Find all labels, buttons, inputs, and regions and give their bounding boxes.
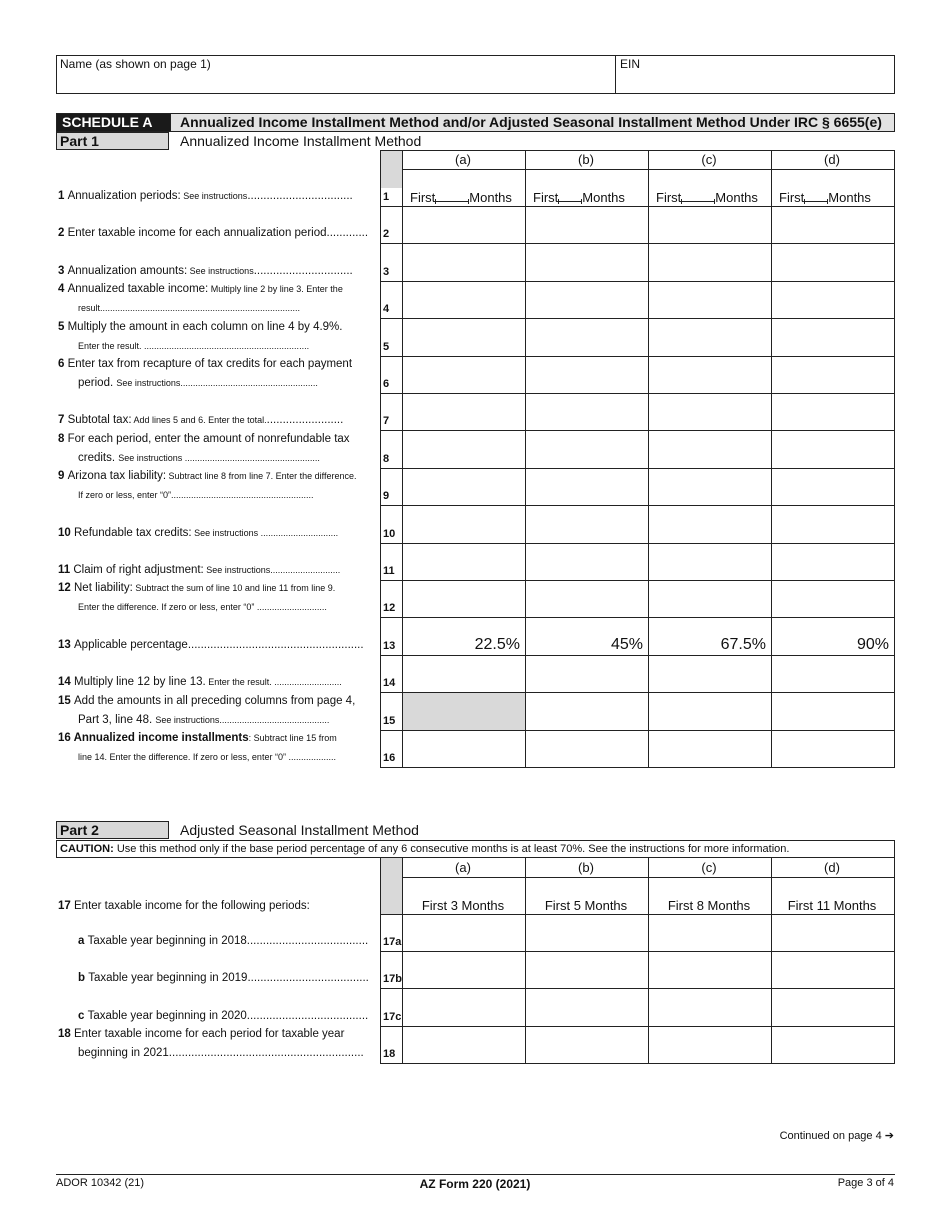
part2-tag: Part 2 xyxy=(56,821,169,839)
line-desc-text: Enter taxable income for each annualization period xyxy=(67,227,327,239)
line-desc-number: 16 xyxy=(58,732,74,744)
leader-dots: ................................. xyxy=(247,190,353,202)
line-desc-small: Enter the difference. If zero or less, enter “0” ............................ xyxy=(78,602,327,612)
line-desc-text: Refundable tax credits: xyxy=(74,527,192,539)
line-description xyxy=(58,224,370,243)
line-desc-small: See instructions ...................................................... xyxy=(118,453,320,463)
line-description xyxy=(58,467,370,486)
period-first-label: First xyxy=(533,190,559,205)
line-desc-text: Part 3, line 48. xyxy=(78,714,156,726)
line-description xyxy=(58,897,370,916)
line-desc-small: See instructions....................................................... xyxy=(116,378,318,388)
period-first-label: First xyxy=(779,190,805,205)
line-number: 9 xyxy=(383,490,390,502)
page-number: Page 3 of 4 xyxy=(837,1177,894,1189)
line-desc-small: Subtract line 8 from line 7. Enter the difference. xyxy=(166,471,357,481)
line-number: 7 xyxy=(383,415,390,427)
line-desc-number: 5 xyxy=(58,321,68,333)
name-label: Name (as shown on page 1) xyxy=(60,57,211,71)
line-desc-number: 15 xyxy=(58,695,74,707)
line-desc-small: Multiply line 2 by line 3. Enter the xyxy=(208,284,343,294)
applicable-percentage: 22.5% xyxy=(474,636,520,653)
line-description-cont xyxy=(78,748,370,767)
leader-dots: ....................................................... xyxy=(187,639,364,651)
line-description xyxy=(58,673,370,692)
line-description xyxy=(58,561,370,580)
part1-tag: Part 1 xyxy=(56,132,169,150)
line-description-cont xyxy=(78,598,370,617)
line-desc-small: If zero or less, enter “0”......................................................... xyxy=(78,490,314,500)
line-description-cont xyxy=(78,711,370,730)
column-heading: (c) xyxy=(701,860,717,875)
line-number: 10 xyxy=(383,528,396,540)
line-description-cont: beginning in 2021............................................................. xyxy=(78,1047,364,1059)
line-desc-text: Multiply line 12 by line 13. xyxy=(74,676,206,688)
grid-hline xyxy=(380,150,895,151)
grid-hline xyxy=(380,655,895,656)
line-number: 5 xyxy=(383,341,390,353)
line-desc-small: See instructions xyxy=(180,191,248,201)
line-number: 1 xyxy=(383,191,390,203)
leader-dots: ........................ xyxy=(266,414,344,426)
grid-hline xyxy=(380,914,895,915)
line-number: 11 xyxy=(383,565,395,577)
line-desc-small: line 14. Enter the difference. If zero or less, enter “0” ................... xyxy=(78,752,336,762)
line-desc-number: 2 xyxy=(58,227,68,239)
line-description xyxy=(58,729,370,748)
grid-hline xyxy=(380,468,895,469)
line-description xyxy=(78,969,370,988)
grid-hline xyxy=(380,543,895,544)
line-desc-text: Enter tax from recapture of tax credits for each payment xyxy=(67,358,353,370)
line-desc-text: Applicable percentage xyxy=(74,639,188,651)
grid-hline xyxy=(380,988,895,989)
line-desc-text: Add the amounts in all preceding columns from page 4, xyxy=(74,695,356,707)
period-label: First 11 Months xyxy=(787,898,877,913)
line-desc-text: Arizona tax liability: xyxy=(67,470,167,482)
line-number: 17b xyxy=(383,973,402,985)
grid-hline xyxy=(380,580,895,581)
line-letter: b xyxy=(78,972,89,984)
grid-hline xyxy=(380,730,895,731)
line-desc-text: For each period, enter the amount of nonrefundable tax xyxy=(67,433,350,445)
grid-hline xyxy=(380,1026,895,1027)
line-desc-number: 8 xyxy=(58,433,68,445)
line-description xyxy=(58,280,370,299)
line-desc-number: 1 xyxy=(58,190,68,202)
part2-shade-strip xyxy=(380,858,402,914)
column-heading: (a) xyxy=(455,152,471,167)
period-months-field[interactable] xyxy=(410,190,532,205)
line-desc-number: 9 xyxy=(58,470,68,482)
grid-hline xyxy=(380,356,895,357)
form-id: ADOR 10342 (21) xyxy=(56,1177,145,1189)
line-desc-small: Add lines 5 and 6. Enter the total. xyxy=(131,415,267,425)
column-heading: (d) xyxy=(824,860,840,875)
grid-hline xyxy=(380,505,895,506)
period-label: First 3 Months xyxy=(421,898,505,913)
line-number: 6 xyxy=(383,378,390,390)
schedule-title: Annualized Income Installment Method and/or Adjusted Seasonal Installment Method Under IRC § 6655(e) xyxy=(170,114,894,131)
line-desc-small: See instructions............................ xyxy=(203,565,341,575)
line-number: 16 xyxy=(383,752,396,764)
ein-field[interactable] xyxy=(617,56,643,72)
period-first-label: First xyxy=(410,190,436,205)
period-months-label: Months xyxy=(582,190,625,205)
grid-hline xyxy=(402,877,895,878)
part1-title: Annualized Income Installment Method xyxy=(180,133,422,149)
line-desc-text: Annualized taxable income: xyxy=(67,283,209,295)
line-description xyxy=(58,187,370,206)
grid-vline xyxy=(894,858,895,1064)
line-desc-number: 10 xyxy=(58,527,74,539)
line-description xyxy=(78,932,370,951)
line-desc-number: 12 xyxy=(58,582,74,594)
line-number: 14 xyxy=(383,677,396,689)
line-number: 8 xyxy=(383,453,390,465)
line-desc-text: Annualization amounts: xyxy=(67,265,188,277)
period-months-field[interactable] xyxy=(779,190,901,205)
period-blank[interactable] xyxy=(435,192,469,202)
line-description xyxy=(58,1025,370,1044)
grid-hline xyxy=(380,951,895,952)
grid-hline xyxy=(380,767,895,768)
leader-dots: ............................... xyxy=(253,265,353,277)
line-description xyxy=(78,1007,370,1026)
caution-note xyxy=(56,840,895,858)
line-number: 15 xyxy=(383,715,396,727)
grid-vline xyxy=(525,858,526,1064)
column-heading: (b) xyxy=(578,152,594,167)
line-desc-number: 11 xyxy=(58,564,74,576)
continued-note: Continued on page 4 ➔ xyxy=(779,1130,894,1142)
column-heading: (b) xyxy=(578,860,594,875)
leader-dots: ............. xyxy=(326,227,369,239)
column-heading: (c) xyxy=(701,152,717,167)
line-letter: a xyxy=(78,935,88,947)
grid-vline xyxy=(771,858,772,1064)
period-months-label: Months xyxy=(828,190,871,205)
header-box xyxy=(56,55,895,94)
line-description-cont xyxy=(78,374,370,393)
period-months-field[interactable] xyxy=(656,190,778,205)
part1-shade-strip xyxy=(380,150,402,188)
line-description xyxy=(58,692,370,711)
line-desc-small: result................................................................................ xyxy=(78,303,301,313)
line-desc-number: 18 xyxy=(58,1028,74,1040)
grid-vline xyxy=(380,858,381,1064)
line-desc-small: See instructions xyxy=(187,266,254,276)
line-desc-text: Annualization periods: xyxy=(67,190,181,202)
line15-col-a-shaded xyxy=(402,692,525,729)
line-letter: c xyxy=(78,1010,88,1022)
schedule-header xyxy=(56,113,895,132)
grid-hline xyxy=(380,1063,895,1064)
line-description-cont xyxy=(78,337,370,356)
line-desc-text: Taxable year beginning in 2020...................................... xyxy=(87,1010,369,1022)
line-desc-text: Annualized income installments xyxy=(73,732,249,744)
line-number: 2 xyxy=(383,228,390,240)
line-description xyxy=(58,355,370,374)
line-desc-number: 4 xyxy=(58,283,68,295)
line-desc-number: 7 xyxy=(58,414,68,426)
line-desc-number: 3 xyxy=(58,265,68,277)
period-months-field[interactable] xyxy=(533,190,655,205)
line-description xyxy=(58,430,370,449)
grid-vline xyxy=(648,858,649,1064)
line-number: 12 xyxy=(383,602,396,614)
caution-text: Use this method only if the base period percentage of any 6 consecutive months is at least 70%. See the instructions for more information. xyxy=(116,843,790,855)
line-desc-small: Enter the result. .................................................................. xyxy=(78,341,310,351)
period-label: First 5 Months xyxy=(544,898,628,913)
caution-label: CAUTION: xyxy=(60,843,114,855)
line-number: 17c xyxy=(383,1011,402,1023)
line-desc-text: Taxable year beginning in 2019...................................... xyxy=(88,972,369,984)
line-description-cont xyxy=(78,299,370,318)
line-description xyxy=(58,318,370,337)
line-desc-number: 14 xyxy=(58,676,74,688)
line-desc-number: 13 xyxy=(58,639,74,651)
line-description xyxy=(58,636,370,655)
footer-divider xyxy=(56,1174,895,1175)
line-number: 17a xyxy=(383,936,402,948)
grid-hline xyxy=(380,617,895,618)
column-heading: (a) xyxy=(455,860,471,875)
period-blank[interactable] xyxy=(804,192,828,202)
line-desc-small: : Subtract line 15 from xyxy=(248,733,337,743)
ein-label: EIN xyxy=(620,57,641,71)
period-label: First 8 Months xyxy=(667,898,751,913)
line-desc-text: Taxable year beginning in 2018...................................... xyxy=(87,935,369,947)
line-desc-small: See instructions ............................... xyxy=(191,528,339,538)
grid-hline xyxy=(380,281,895,282)
line-desc-text: period. xyxy=(78,377,117,389)
name-field[interactable] xyxy=(57,56,616,93)
period-blank[interactable] xyxy=(558,192,582,202)
line-desc-number: 17 xyxy=(58,900,74,912)
line-desc-small: Subtract the sum of line 10 and line 11 from line 9. xyxy=(132,583,336,593)
grid-hline xyxy=(380,206,895,207)
form-name: AZ Form 220 (2021) xyxy=(419,1177,531,1191)
line-description-cont xyxy=(78,486,370,505)
line-desc-text: credits. xyxy=(78,452,119,464)
line-desc-text: Claim of right adjustment: xyxy=(73,564,204,576)
grid-hline xyxy=(380,430,895,431)
period-months-label: Months xyxy=(469,190,512,205)
line-description xyxy=(58,411,370,430)
line-desc-small: Enter the result. ........................... xyxy=(205,677,342,687)
applicable-percentage: 67.5% xyxy=(720,636,766,653)
line-number: 3 xyxy=(383,266,390,278)
line-desc-text: Net liability: xyxy=(74,582,133,594)
line-description xyxy=(58,262,370,281)
line-desc-text: Enter taxable income for the following periods: xyxy=(74,900,310,912)
period-months-label: Months xyxy=(715,190,758,205)
line-desc-text: Multiply the amount in each column on line 4 by 4.9%. xyxy=(67,321,343,333)
line-number: 13 xyxy=(383,640,396,652)
period-blank[interactable] xyxy=(681,192,715,202)
applicable-percentage: 45% xyxy=(610,636,643,653)
grid-hline xyxy=(380,243,895,244)
period-first-label: First xyxy=(656,190,682,205)
line-desc-small: See instructions............................................ xyxy=(155,715,330,725)
grid-hline xyxy=(380,318,895,319)
column-heading: (d) xyxy=(824,152,840,167)
grid-hline xyxy=(380,393,895,394)
line-desc-text: Enter taxable income for each period for taxable year xyxy=(74,1028,345,1040)
grid-vline xyxy=(402,858,403,1064)
line-description xyxy=(58,524,370,543)
line-description xyxy=(58,579,370,598)
schedule-tag: SCHEDULE A xyxy=(57,114,170,131)
line-description-cont xyxy=(78,449,370,468)
line-number: 4 xyxy=(383,303,390,315)
applicable-percentage: 90% xyxy=(856,636,889,653)
grid-hline xyxy=(402,169,895,170)
part2-title: Adjusted Seasonal Installment Method xyxy=(180,822,419,838)
line-number: 18 xyxy=(383,1048,396,1060)
line-desc-text: Subtotal tax: xyxy=(67,414,132,426)
grid-hline xyxy=(380,692,895,693)
line-desc-number: 6 xyxy=(58,358,68,370)
